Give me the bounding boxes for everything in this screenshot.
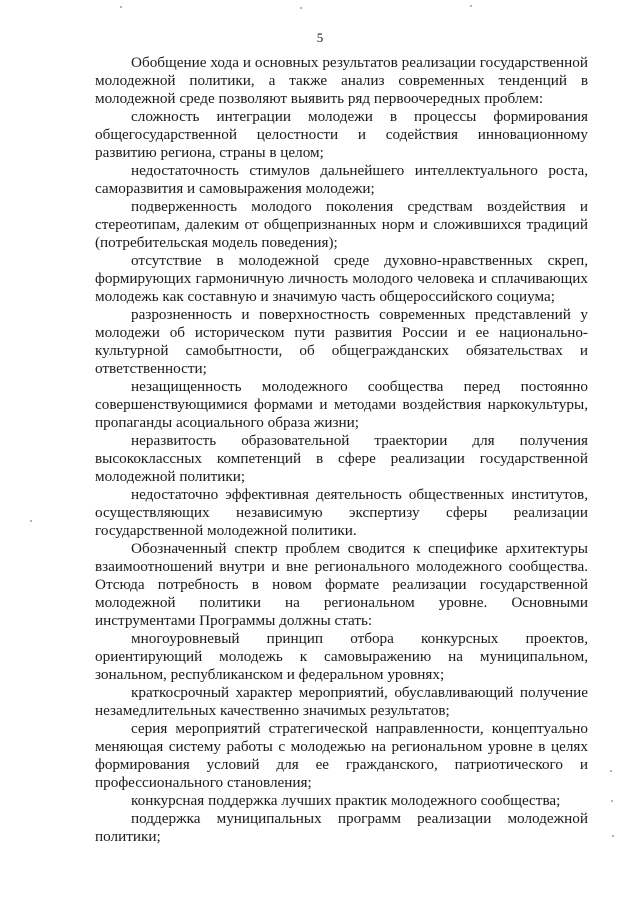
instrument-item: серия мероприятий стратегической направленности, концептуально меняющая систему работы с молодежью на региональном уровне в целях формирования условий для ее гражданского, патриотического и профессионального становления;	[95, 720, 588, 791]
scan-speck	[611, 800, 613, 802]
scan-speck	[610, 770, 612, 772]
scan-speck	[470, 5, 472, 7]
paragraph-instruments: Обозначенный спектр проблем сводится к специфике архитектуры взаимоотношений внутри и вне регионального молодежного сообщества. Отсюда потребность в новом формате реализации государственной молодежной политики на региональном уровне. Основными инструментами Программы должны стать:	[95, 540, 588, 629]
scan-speck	[612, 835, 614, 837]
problem-item: незащищенность молодежного сообщества перед постоянно совершенствующимися формами и методами воздействия наркокультуры, пропаганды асоциального образа жизни;	[95, 378, 588, 431]
scan-speck	[300, 7, 302, 9]
page-number: 5	[316, 30, 324, 45]
scan-speck	[30, 520, 32, 522]
instrument-item: поддержка муниципальных программ реализации молодежной политики;	[95, 810, 588, 845]
scan-speck	[120, 6, 122, 8]
document-body	[95, 54, 588, 846]
instrument-item: краткосрочный характер мероприятий, обуславливающий получение незамедлительных качественно значимых результатов;	[95, 684, 588, 719]
problem-item: разрозненность и поверхностность современных представлений у молодежи об историческом пути развития России и ее национально-культурной самобытности, об общегражданских обязательствах и ответственности;	[95, 306, 588, 377]
problem-item: недостаточность стимулов дальнейшего интеллектуального роста, саморазвития и самовыражения молодежи;	[95, 162, 588, 197]
instrument-item: конкурсная поддержка лучших практик молодежного сообщества;	[131, 792, 561, 809]
paragraph-intro: Обобщение хода и основных результатов реализации государственной молодежной политики, а также анализ современных тенденций в молодежной среде позволяют выявить ряд первоочередных проблем:	[95, 54, 588, 107]
problem-item: неразвитость образовательной траектории для получения высококлассных компетенций в сфере реализации государственной молодежной политики;	[95, 432, 588, 485]
problem-item: отсутствие в молодежной среде духовно-нравственных скреп, формирующих гармоничную личность молодого человека и сплачивающих молодежь как составную и значимую часть общероссийского социума;	[95, 252, 588, 305]
problem-item: недостаточно эффективная деятельность общественных институтов, осуществляющих независимую экспертизу сферы реализации государственной молодежной политики.	[95, 486, 588, 539]
instrument-item: многоуровневый принцип отбора конкурсных проектов, ориентирующий молодежь к самовыражению на муниципальном, зональном, республиканском и федеральном уровнях;	[95, 630, 588, 683]
problem-item: подверженность молодого поколения средствам воздействия и стереотипам, далеким от общепризнанных норм и сложившихся традиций (потребительская модель поведения);	[95, 198, 588, 251]
problem-item: сложность интеграции молодежи в процессы формирования общегосударственной целостности и содействия инновационному развитию региона, страны в целом;	[95, 108, 588, 161]
